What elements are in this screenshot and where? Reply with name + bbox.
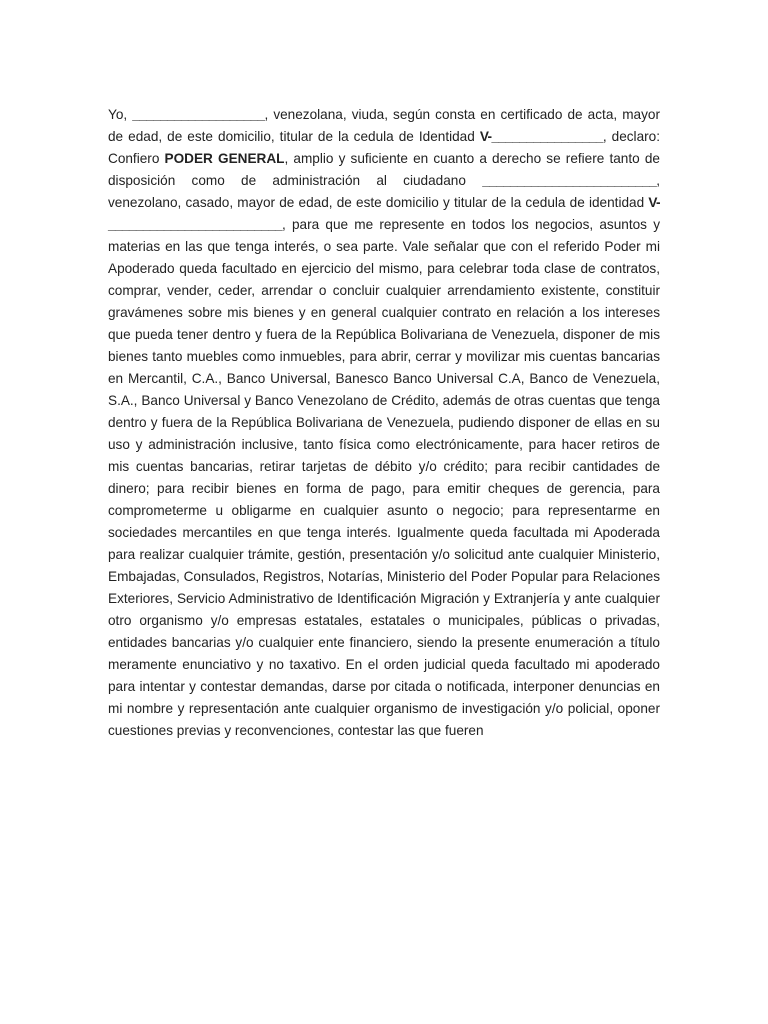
attorney-id-blank: V-_________________________ [108, 195, 660, 232]
text-segment: , declaro: Confiero [108, 129, 660, 166]
text-segment: , para que me represente en todos los negocios, asuntos y materias en las que tenga interés, o sea parte. Vale señalar que con el referido Poder mi Apoderado queda facultado en ejercicio del mismo, para celebrar toda clase de contratos, comprar, vender, ceder, arrendar o concluir cualquier arrendamiento existente, constituir gravámenes sobre mis bienes y en general cualquier contrato en relación a los intereses que pueda tener dentro y fuera de la República Bolivariana de Venezuela, disponer de mis bienes tanto muebles como inmuebles, para abrir, cerrar y movilizar mis cuentas bancarias en Mercantil, C.A., Banco Universal, Banesco Banco Universal C.A, Banco de Venezuela, S.A., Banco Universal y Banco Venezolano de Crédito, además de otras cuentas que tenga dentro y fuera de la República Bolivariana de Venezuela, pudiendo disponer de ellas en su uso y administración inclusive, tanto física como electrónicamente, para hacer retiros de mis cuentas bancarias, retirar tarjetas de débito y/o crédito; para recibir cantidades de dinero; para recibir bienes en forma de pago, para emitir cheques de gerencia, para comprometerme u obligarme en cualquier asunto o negocio; para representarme en sociedades mercantiles en que tenga interés. Igualmente queda facultada mi Apoderada para realizar cualquier trámite, gestión, presentación y/o solicitud ante cualquier Ministerio, Embajadas, Consulados, Registros, Notarías, Ministerio del Poder Popular para Relaciones Exteriores, Servicio Administrativo de Identificación Migración y Extranjería y ante cualquier otro organismo y/o empresas estatales, estatales o municipales, públicas o privadas, entidades bancarias y/o cualquier ente financiero, siendo la presente enumeración a título meramente enunciativo y no taxativo. En el orden judicial queda facultado mi apoderado para intentar y contestar demandas, darse por citada o notificada, interponer denuncias en mi nombre y representación ante cualquier organismo de investigación y/o policial, oponer cuestiones previas y reconvenciones, contestar las que fueren [108, 217, 660, 738]
document-body [108, 104, 660, 742]
text-segment: , amplio y suficiente en cuanto a derecho se refiere tanto de disposición como de administración al ciudadano [108, 151, 660, 188]
power-of-attorney-paragraph [108, 104, 660, 742]
attorney-name-blank: _________________________ [482, 173, 657, 188]
text-segment: , venezolana, viuda, según consta en certificado de acta, mayor de edad, de este domicilio, titular de la cedula de Identidad [108, 107, 660, 144]
poder-general-heading: PODER GENERAL [164, 151, 285, 166]
grantor-id-blank: V-________________ [479, 129, 603, 144]
text-segment: , venezolano, casado, mayor de edad, de este domicilio y titular de la cedula de identidad [108, 173, 660, 210]
text-segment: Yo, [108, 107, 133, 122]
grantor-name-blank: ___________________ [132, 107, 265, 122]
